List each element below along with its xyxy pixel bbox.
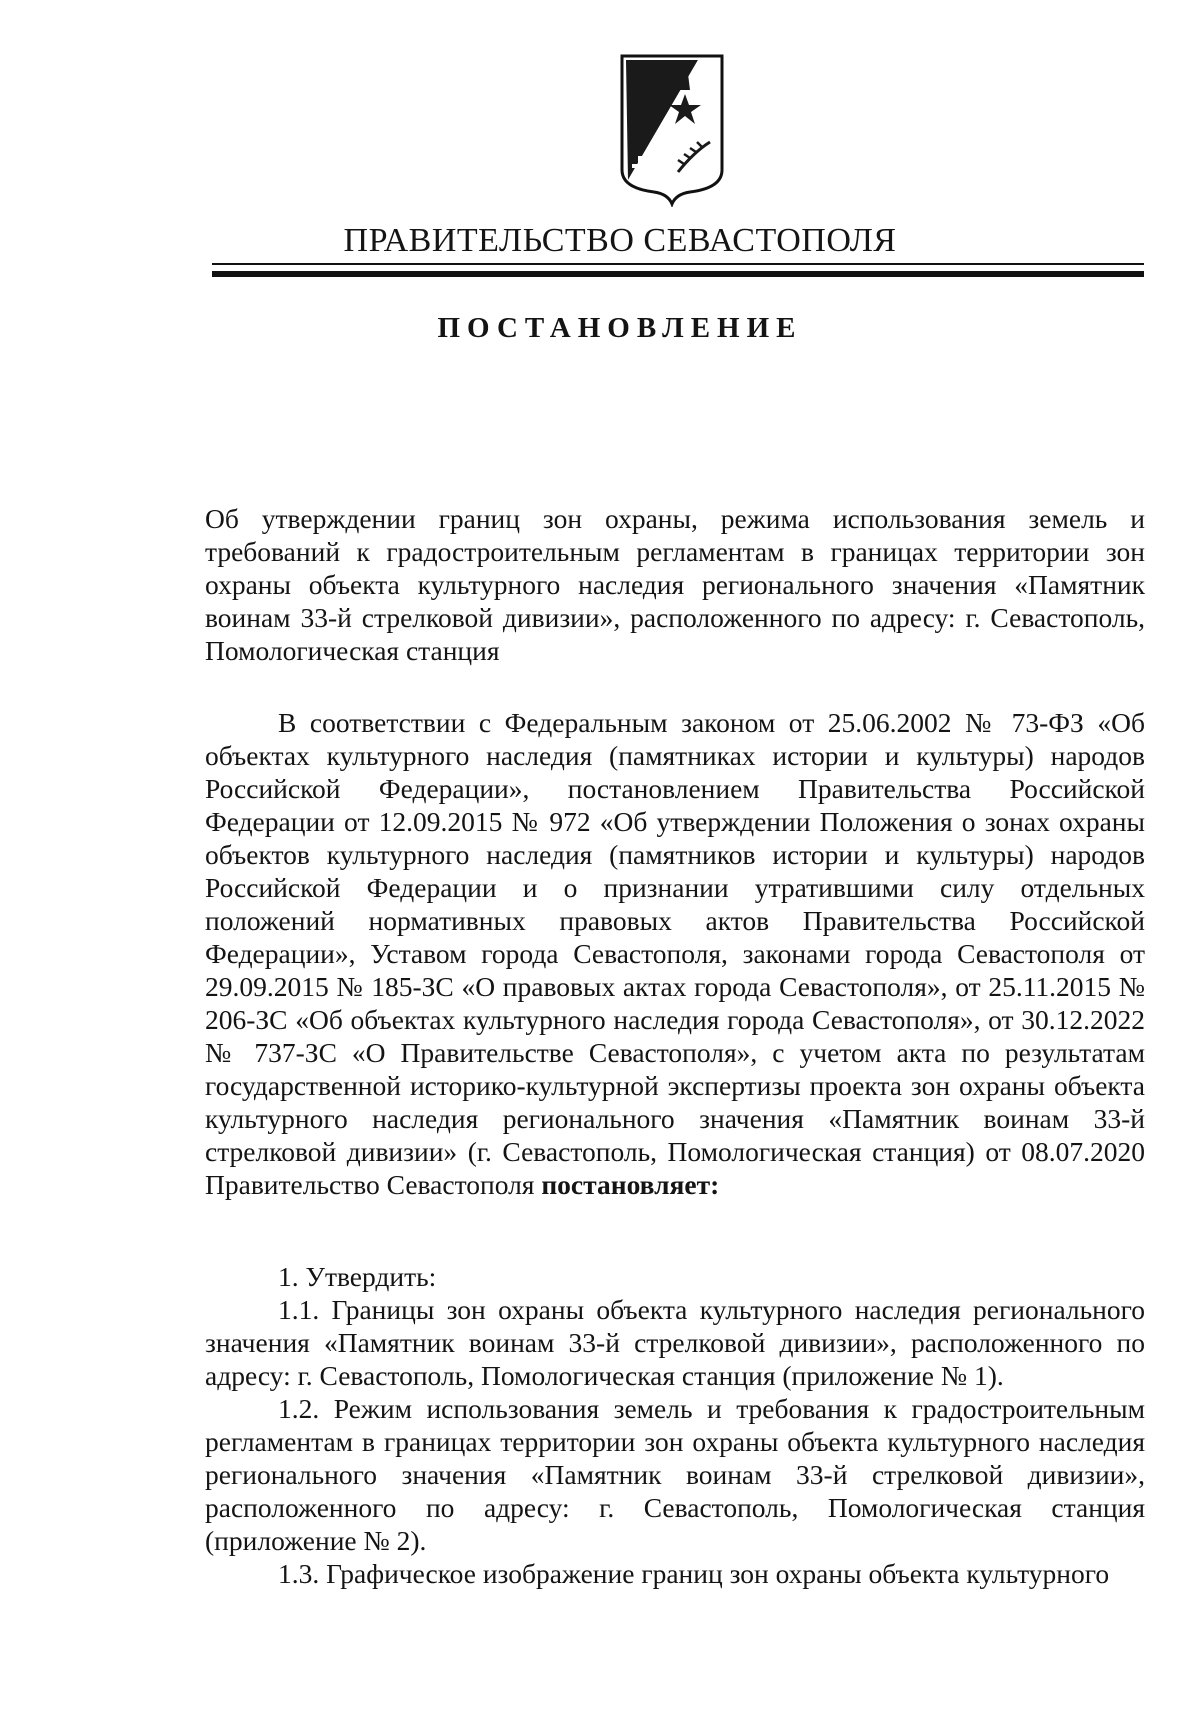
item-1: 1. Утвердить: [278,1261,437,1292]
preamble-paragraph [205,706,1145,1201]
item-1-3: 1.3. Графическое изображение границ зон охраны объекта культурного [278,1558,1110,1589]
sevastopol-coat-of-arms-icon [618,52,726,207]
header-rule-thick [212,271,1144,277]
document-type-title: ПОСТАНОВЛЕНИЕ [437,312,803,344]
header-rule-thin [212,263,1144,265]
item-1-2: 1.2. Режим использования земель и требования к градостроительным регламентам в границах территории зон охраны объекта культурного наследия регионального значения «Памятник воинам 33-й стрелковой дивизии», расположенного по адресу: г. Севастополь, Помологическая станция (приложение № 2). [205,1393,1145,1556]
preamble-verb: постановляет: [541,1169,720,1200]
organization-name: ПРАВИТЕЛЬСТВО СЕВАСТОПОЛЯ [343,222,897,259]
resolution-items [205,1260,1145,1590]
item-1-1: 1.1. Границы зон охраны объекта культурного наследия регионального значения «Памятник воинам 33-й стрелковой дивизии», расположенного по адресу: г. Севастополь, Помологическая станция (приложение № 1). [205,1294,1145,1391]
document-subject: Об утверждении границ зон охраны, режима использования земель и требований к градостроительным регламентам в границах территории зон охраны объекта культурного наследия регионального значения «Памятник воинам 33-й стрелковой дивизии», расположенного по адресу: г. Севастополь, Помологическая станция [205,503,1145,666]
preamble-text: В соответствии с Федеральным законом от 25.06.2002 № 73-ФЗ «Об объектах культурного наследия (памятниках истории и культуры) народов Российской Федерации», постановлением Правительства Российской Федерации от 12.09.2015 № 972 «Об утверждении Положения о зонах охраны объектов культурного наследия (памятников истории и культуры) народов Российской Федерации и о признании утратившими силу отдельных положений нормативных правовых актов Правительства Российской Федерации», Уставом города Севастополя, законами города Севастополя от 29.09.2015 № 185-ЗС «О правовых актах города Севастополя», от 25.11.2015 № 206-ЗС «Об объектах культурного наследия города Севастополя», от 30.12.2022 № 737-ЗС «О Правительстве Севастополя», с учетом акта по результатам государственной историко-культурной экспертизы проекта зон охраны объекта культурного наследия регионального значения «Памятник воинам 33-й стрелковой дивизии» (г. Севастополь, Помологическая станция) от 08.07.2020 Правительство Севастополя [205,707,1145,1200]
